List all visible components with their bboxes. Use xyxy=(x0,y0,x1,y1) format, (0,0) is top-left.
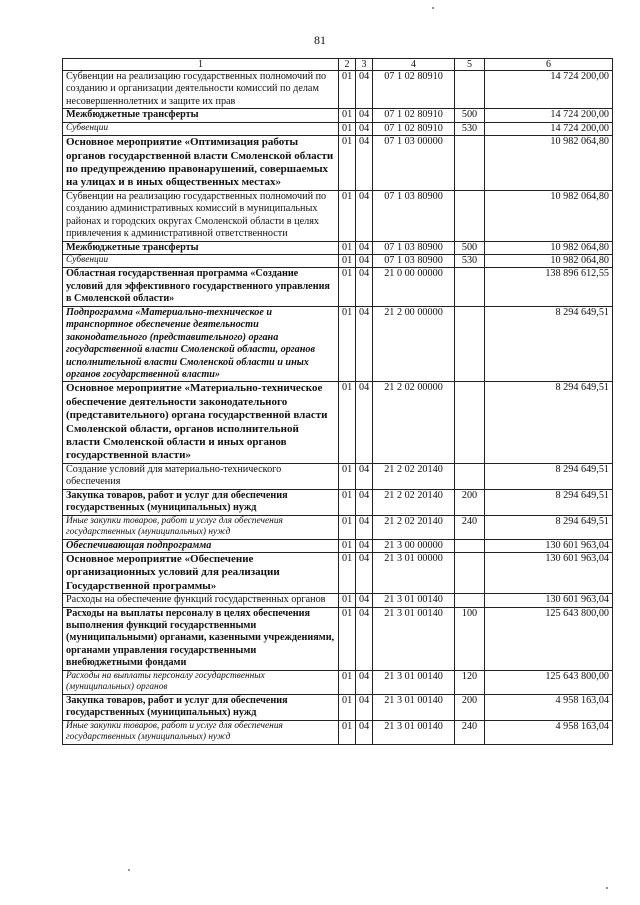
row-amount: 8 294 649,51 xyxy=(485,382,613,463)
table-header-row xyxy=(63,59,613,71)
row-subsection-code: 04 xyxy=(356,255,373,268)
row-expense-type xyxy=(455,71,485,109)
row-expense-type: 240 xyxy=(455,720,485,744)
row-amount: 14 724 200,00 xyxy=(485,109,613,122)
row-amount: 125 643 800,00 xyxy=(485,607,613,670)
row-amount: 130 601 963,04 xyxy=(485,552,613,593)
row-section-code: 01 xyxy=(339,306,356,382)
row-expense-type: 530 xyxy=(455,255,485,268)
table-row xyxy=(63,607,613,670)
row-target-article: 21 3 01 00140 xyxy=(373,670,455,694)
table-body xyxy=(63,71,613,745)
row-target-article: 07 1 03 00000 xyxy=(373,136,455,191)
table-row xyxy=(63,268,613,306)
row-name: Основное мероприятие «Обеспечение организационных условий для реализации Государственной программы» xyxy=(63,552,339,593)
row-section-code: 01 xyxy=(339,109,356,122)
table-row xyxy=(63,594,613,607)
header-col-4: 4 xyxy=(373,59,455,71)
row-amount: 10 982 064,80 xyxy=(485,241,613,254)
table-row xyxy=(63,122,613,135)
row-expense-type xyxy=(455,136,485,191)
row-target-article: 21 3 01 00140 xyxy=(373,607,455,670)
row-subsection-code: 04 xyxy=(356,720,373,744)
row-name: Субвенции на реализацию государственных полномочий по созданию и организации деятельности комиссий по делам несовершеннолетних и защите их прав xyxy=(63,71,339,109)
row-amount: 130 601 963,04 xyxy=(485,594,613,607)
header-col-2: 2 xyxy=(339,59,356,71)
table-row xyxy=(63,109,613,122)
row-section-code: 01 xyxy=(339,489,356,515)
row-name: Субвенции xyxy=(63,122,339,135)
table-row xyxy=(63,306,613,382)
table-row xyxy=(63,515,613,539)
row-amount: 130 601 963,04 xyxy=(485,539,613,552)
row-expense-type: 500 xyxy=(455,109,485,122)
row-name: Основное мероприятие «Оптимизация работы органов государственной власти Смоленской области по предупреждению правонарушений, совершаемых на улицах и в иных общественных местах» xyxy=(63,136,339,191)
row-section-code: 01 xyxy=(339,515,356,539)
row-subsection-code: 04 xyxy=(356,463,373,489)
table-row xyxy=(63,552,613,593)
row-target-article: 21 3 01 00000 xyxy=(373,552,455,593)
row-subsection-code: 04 xyxy=(356,539,373,552)
row-section-code: 01 xyxy=(339,552,356,593)
row-amount: 4 958 163,04 xyxy=(485,720,613,744)
row-section-code: 01 xyxy=(339,268,356,306)
row-name: Закупка товаров, работ и услуг для обеспечения государственных (муниципальных) нужд xyxy=(63,694,339,720)
row-name: Субвенции xyxy=(63,255,339,268)
table-row xyxy=(63,489,613,515)
row-subsection-code: 04 xyxy=(356,268,373,306)
row-section-code: 01 xyxy=(339,190,356,241)
row-target-article: 07 1 03 80900 xyxy=(373,241,455,254)
row-subsection-code: 04 xyxy=(356,306,373,382)
row-expense-type xyxy=(455,539,485,552)
row-name: Создание условий для материально-технического обеспечения xyxy=(63,463,339,489)
table-row xyxy=(63,136,613,191)
row-expense-type: 200 xyxy=(455,489,485,515)
row-name: Расходы на выплаты персоналу в целях обеспечения выполнения функций государственными (муниципальными) органами, казенными учреждениями, органами управления государственными внебюджетными фондами xyxy=(63,607,339,670)
row-expense-type: 240 xyxy=(455,515,485,539)
row-name: Иные закупки товаров, работ и услуг для обеспечения государственных (муниципальных) нужд xyxy=(63,720,339,744)
row-name: Обеспечивающая подпрограмма xyxy=(63,539,339,552)
row-expense-type: 200 xyxy=(455,694,485,720)
header-col-5: 5 xyxy=(455,59,485,71)
row-name: Иные закупки товаров, работ и услуг для обеспечения государственных (муниципальных) нужд xyxy=(63,515,339,539)
row-section-code: 01 xyxy=(339,136,356,191)
row-section-code: 01 xyxy=(339,382,356,463)
row-target-article: 07 1 02 80910 xyxy=(373,71,455,109)
row-amount: 4 958 163,04 xyxy=(485,694,613,720)
row-section-code: 01 xyxy=(339,594,356,607)
row-target-article: 21 3 01 00140 xyxy=(373,594,455,607)
row-subsection-code: 04 xyxy=(356,607,373,670)
row-target-article: 07 1 02 80910 xyxy=(373,122,455,135)
page-number: 81 xyxy=(314,33,326,47)
row-target-article: 21 2 02 20140 xyxy=(373,515,455,539)
row-name: Подпрограмма «Материально-техническое и транспортное обеспечение деятельности законодательного (представительного) органа государственной власти Смоленской области, органов исполнительной власти Смоленской области и иных органов государственной власти» xyxy=(63,306,339,382)
row-target-article: 21 2 02 00000 xyxy=(373,382,455,463)
row-subsection-code: 04 xyxy=(356,670,373,694)
row-target-article: 07 1 02 80910 xyxy=(373,109,455,122)
row-target-article: 21 2 02 20140 xyxy=(373,489,455,515)
table-row xyxy=(63,382,613,463)
row-expense-type xyxy=(455,190,485,241)
row-expense-type: 500 xyxy=(455,241,485,254)
row-subsection-code: 04 xyxy=(356,382,373,463)
scan-speck xyxy=(606,887,608,889)
table-row xyxy=(63,71,613,109)
row-expense-type: 530 xyxy=(455,122,485,135)
table-row xyxy=(63,463,613,489)
row-expense-type xyxy=(455,306,485,382)
row-amount: 10 982 064,80 xyxy=(485,136,613,191)
table-row xyxy=(63,694,613,720)
row-expense-type xyxy=(455,268,485,306)
row-section-code: 01 xyxy=(339,694,356,720)
row-subsection-code: 04 xyxy=(356,136,373,191)
header-col-1: 1 xyxy=(63,59,339,71)
row-amount: 14 724 200,00 xyxy=(485,71,613,109)
row-section-code: 01 xyxy=(339,539,356,552)
row-amount: 8 294 649,51 xyxy=(485,489,613,515)
row-amount: 8 294 649,51 xyxy=(485,515,613,539)
table-row xyxy=(63,720,613,744)
row-target-article: 21 2 00 00000 xyxy=(373,306,455,382)
row-section-code: 01 xyxy=(339,255,356,268)
header-col-6: 6 xyxy=(485,59,613,71)
row-section-code: 01 xyxy=(339,241,356,254)
table-row xyxy=(63,190,613,241)
row-subsection-code: 04 xyxy=(356,109,373,122)
row-target-article: 07 1 03 80900 xyxy=(373,255,455,268)
table-row xyxy=(63,255,613,268)
row-subsection-code: 04 xyxy=(356,241,373,254)
row-section-code: 01 xyxy=(339,607,356,670)
row-subsection-code: 04 xyxy=(356,190,373,241)
row-amount: 8 294 649,51 xyxy=(485,463,613,489)
row-section-code: 01 xyxy=(339,720,356,744)
row-name: Областная государственная программа «Создание условий для эффективного государственного управления в Смоленской области» xyxy=(63,268,339,306)
row-name: Закупка товаров, работ и услуг для обеспечения государственных (муниципальных) нужд xyxy=(63,489,339,515)
row-name: Расходы на выплаты персоналу государственных (муниципальных) органов xyxy=(63,670,339,694)
row-target-article: 21 2 02 20140 xyxy=(373,463,455,489)
scan-speck xyxy=(128,869,130,871)
row-subsection-code: 04 xyxy=(356,489,373,515)
row-expense-type: 100 xyxy=(455,607,485,670)
row-amount: 14 724 200,00 xyxy=(485,122,613,135)
row-subsection-code: 04 xyxy=(356,694,373,720)
row-subsection-code: 04 xyxy=(356,122,373,135)
row-amount: 8 294 649,51 xyxy=(485,306,613,382)
row-name: Межбюджетные трансферты xyxy=(63,109,339,122)
row-target-article: 21 3 01 00140 xyxy=(373,720,455,744)
row-section-code: 01 xyxy=(339,71,356,109)
header-col-3: 3 xyxy=(356,59,373,71)
row-amount: 10 982 064,80 xyxy=(485,255,613,268)
row-amount: 10 982 064,80 xyxy=(485,190,613,241)
row-expense-type xyxy=(455,552,485,593)
row-target-article: 21 3 00 00000 xyxy=(373,539,455,552)
row-subsection-code: 04 xyxy=(356,515,373,539)
row-subsection-code: 04 xyxy=(356,552,373,593)
budget-table xyxy=(62,58,613,745)
row-amount: 138 896 612,55 xyxy=(485,268,613,306)
row-name: Субвенции на реализацию государственных полномочий по созданию административных комиссий в муниципальных районах и городских округах Смоленской области в целях привлечения к административной ответственности xyxy=(63,190,339,241)
row-target-article: 21 3 01 00140 xyxy=(373,694,455,720)
scan-speck xyxy=(432,7,434,9)
row-expense-type: 120 xyxy=(455,670,485,694)
row-subsection-code: 04 xyxy=(356,594,373,607)
row-name: Расходы на обеспечение функций государственных органов xyxy=(63,594,339,607)
row-subsection-code: 04 xyxy=(356,71,373,109)
table-row xyxy=(63,539,613,552)
row-section-code: 01 xyxy=(339,670,356,694)
row-section-code: 01 xyxy=(339,122,356,135)
table-row xyxy=(63,241,613,254)
row-section-code: 01 xyxy=(339,463,356,489)
row-amount: 125 643 800,00 xyxy=(485,670,613,694)
row-target-article: 21 0 00 00000 xyxy=(373,268,455,306)
table-row xyxy=(63,670,613,694)
row-expense-type xyxy=(455,594,485,607)
row-expense-type xyxy=(455,463,485,489)
row-name: Основное мероприятие «Материально-техническое обеспечение деятельности законодательного (представительного) органа государственной власти Смоленской области, органов исполнительной власти Смоленской области и иных органов государственной власти» xyxy=(63,382,339,463)
row-name: Межбюджетные трансферты xyxy=(63,241,339,254)
row-target-article: 07 1 03 80900 xyxy=(373,190,455,241)
row-expense-type xyxy=(455,382,485,463)
